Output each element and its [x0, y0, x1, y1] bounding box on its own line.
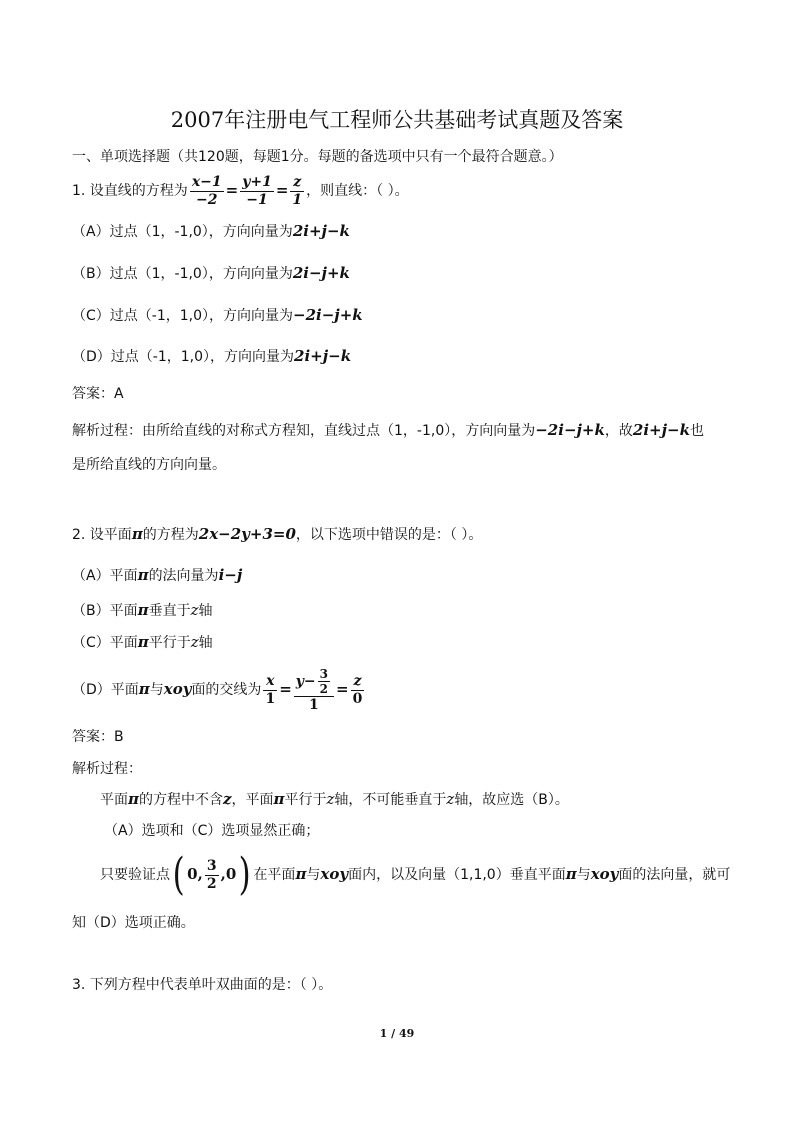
- q1-prefix: 1. 设直线的方程为: [72, 183, 188, 199]
- q2-exp3-point-fraction: [205, 858, 219, 893]
- q1-explanation-line-2: 是所给直线的方向向量。: [72, 457, 226, 473]
- q1-frac3-numerator: z: [290, 174, 304, 192]
- q2-exp1-z3: z: [446, 790, 455, 808]
- q1-stem: [72, 170, 409, 211]
- q2-d-frac2-inner: [318, 667, 330, 696]
- q2-d-frac2-num-y: y−: [295, 673, 316, 689]
- q2-option-c-pi: π: [137, 633, 149, 651]
- q2-answer: 答案：B: [72, 729, 124, 745]
- q2-option-d-mid2: 面的交线为: [191, 682, 262, 698]
- q1-option-a: [72, 221, 350, 242]
- q2-mid: 的方程为: [142, 527, 199, 543]
- q2-d-inner-numerator: 3: [319, 666, 328, 681]
- q2-option-b-z: z: [190, 601, 199, 619]
- q2-exp3-point-start: 0,: [187, 865, 203, 883]
- q2-exp3-xoy2: xoy: [590, 865, 619, 883]
- q1-frac2-denominator: −1: [246, 191, 268, 208]
- q2-d-frac3-denominator: 0: [352, 690, 363, 707]
- q2-exp3-pi-2: π: [565, 865, 577, 883]
- q2-d-frac1-numerator: x: [263, 673, 277, 691]
- q2-option-a-pre: （A）平面: [72, 568, 138, 584]
- q3-stem: 3. 下列方程中代表单叶双曲面的是：（ ）。: [72, 977, 333, 993]
- q1-frac1-numerator: x−1: [191, 173, 222, 190]
- q2-option-d-pre: （D）平面: [72, 682, 139, 698]
- q2-exp1-z: z: [222, 790, 232, 808]
- q1-option-b: [72, 263, 350, 284]
- q2-option-b-pi: π: [137, 601, 149, 619]
- q2-explain-label: 解析过程：: [72, 761, 142, 777]
- q1-frac2-numerator: y+1: [242, 173, 272, 190]
- q2-explanation-line-1: [100, 789, 569, 810]
- section-heading: 一、单项选择题（共120题，每题1分。每题的备选项中只有一个最符合题意。）: [72, 149, 563, 165]
- q1-eq-fraction-1: [190, 174, 224, 209]
- q2-exp1-z2: z: [326, 790, 335, 808]
- q1-suffix: ，则直线：（ ）。: [306, 183, 409, 199]
- q2-d-frac2-numerator: [294, 667, 334, 697]
- q2-option-a-pi: π: [137, 566, 149, 584]
- q2-exp1-b: 的方程中不含: [138, 792, 223, 808]
- q2-option-c-z: z: [190, 633, 199, 651]
- q1-eq-fraction-3: [290, 174, 304, 209]
- q2-exp1-a: 平面: [100, 792, 128, 808]
- q2-exp3-xoy: xoy: [320, 865, 349, 883]
- q2-exp1-c: ，平面: [231, 792, 274, 808]
- q2-option-b-end: 轴: [198, 603, 213, 619]
- q2-exp1-e: 轴，不可能垂直于: [334, 792, 447, 808]
- q2-exp3-point-denominator: 2: [206, 875, 217, 892]
- q2-exp3-b: 在平面: [253, 867, 296, 883]
- q2-stem: [72, 524, 482, 545]
- q1-eq-sign-2: =: [275, 181, 289, 199]
- q1-explanation-line-1: [72, 420, 704, 441]
- q1-option-c-vector: −2i−j+k: [293, 306, 363, 324]
- q2-option-d: （D）平面π与xoy面的交线为 $\frac{x}{1}$ = y− $\frac{3}{2}$ 1 = $\frac{z}{0}$: [72, 666, 363, 713]
- page-number: 1 / 49: [379, 1027, 415, 1040]
- q1-option-b-vector: 2i−j+k: [292, 264, 350, 282]
- q1-option-b-text: （B）过点（1，-1,0），方向向量为: [72, 266, 293, 282]
- q1-option-a-text: （A）过点（1，-1,0），方向向量为: [72, 224, 293, 240]
- q2-pi-symbol: π: [131, 525, 143, 543]
- q1-option-a-vector: 2i+j−k: [292, 222, 350, 240]
- q2-d-fraction-3: [351, 673, 365, 708]
- q2-plane-equation: 2x−2y+3=0: [198, 525, 296, 543]
- q1-frac3-denominator: 1: [292, 191, 303, 208]
- q2-d-inner-denominator: 2: [319, 681, 328, 696]
- q2-explanation-line-3: [100, 848, 730, 901]
- left-paren-icon: (: [172, 849, 185, 900]
- q1-option-d: [72, 346, 351, 367]
- q2-d-fraction-2: [294, 667, 334, 714]
- document-title: 2007年注册电气工程师公共基础考试真题及答案: [170, 108, 624, 132]
- q1-explain-mid: ，故: [604, 423, 633, 439]
- q1-explain-vector-2: 2i+j−k: [632, 421, 690, 439]
- q1-frac1-denominator: −2: [195, 191, 218, 208]
- q2-exp3-e: 与: [576, 867, 591, 883]
- q2-exp3-point-end: ,0: [220, 865, 237, 883]
- q2-option-c-end: 轴: [198, 635, 213, 651]
- q2-explanation-line-2: （A）选项和（C）选项显然正确；: [104, 823, 320, 839]
- q2-d-frac3-numerator: z: [351, 673, 365, 691]
- q2-option-b-mid: 垂直于: [148, 603, 191, 619]
- q1-option-c: [72, 305, 363, 326]
- q2-d-frac2-denominator: 1: [309, 696, 319, 713]
- q2-exp1-f: 轴，故应选（B）。: [454, 792, 569, 808]
- q1-eq-sign-1: =: [225, 181, 239, 199]
- q1-option-d-text: （D）过点（-1，1,0），方向向量为: [72, 349, 295, 365]
- q1-explain-text: 解析过程：由所给直线的对称式方程知，直线过点（1，-1,0），方向向量为: [72, 423, 536, 439]
- q2-exp1-pi: π: [128, 790, 139, 808]
- q2-exp3-c: 与: [306, 867, 321, 883]
- q1-explain-vector-1: −2i−j+k: [535, 421, 605, 439]
- q2-option-b: [72, 600, 213, 621]
- q2-option-d-xoy: xoy: [163, 680, 192, 698]
- q2-option-d-pi: π: [138, 680, 150, 698]
- q2-option-c-mid: 平行于: [148, 635, 191, 651]
- q1-answer: 答案：A: [72, 386, 124, 402]
- q2-exp1-pi-2: π: [273, 790, 285, 808]
- q2-d-frac1-denominator: 1: [265, 690, 276, 707]
- q2-option-c-pre: （C）平面: [72, 635, 138, 651]
- q1-eq-fraction-2: [240, 174, 274, 209]
- q2-option-a: [72, 565, 242, 586]
- q2-prefix: 2. 设平面: [72, 527, 132, 543]
- q2-d-fraction-1: [263, 673, 277, 708]
- q2-exp3-point-numerator: 3: [206, 857, 217, 874]
- q1-explain-end: 也: [690, 423, 704, 439]
- q2-option-c: [72, 632, 213, 653]
- q2-option-a-mid: 的法向量为: [148, 568, 219, 584]
- q1-option-d-vector: 2i+j−k: [294, 347, 352, 365]
- right-paren-icon: ): [238, 849, 251, 900]
- q2-exp3-a: 只要验证点: [100, 867, 170, 883]
- q2-exp1-d: 平行于: [284, 792, 327, 808]
- q2-suffix: ，以下选项中错误的是：（ ）。: [295, 527, 483, 543]
- q2-option-a-vector: i−j: [218, 566, 243, 584]
- q2-exp3-f: 面的法向量，就可: [618, 867, 731, 883]
- q2-option-d-mid: 与: [149, 682, 164, 698]
- q1-option-c-text: （C）过点（-1，1,0），方向向量为: [72, 308, 293, 324]
- q2-option-b-pre: （B）平面: [72, 603, 138, 619]
- q2-exp3-d: 面内，以及向量（1,1,0）垂直平面: [348, 867, 566, 883]
- q2-explanation-line-4: 知（D）选项正确。: [72, 915, 195, 931]
- q2-exp3-pi: π: [295, 865, 307, 883]
